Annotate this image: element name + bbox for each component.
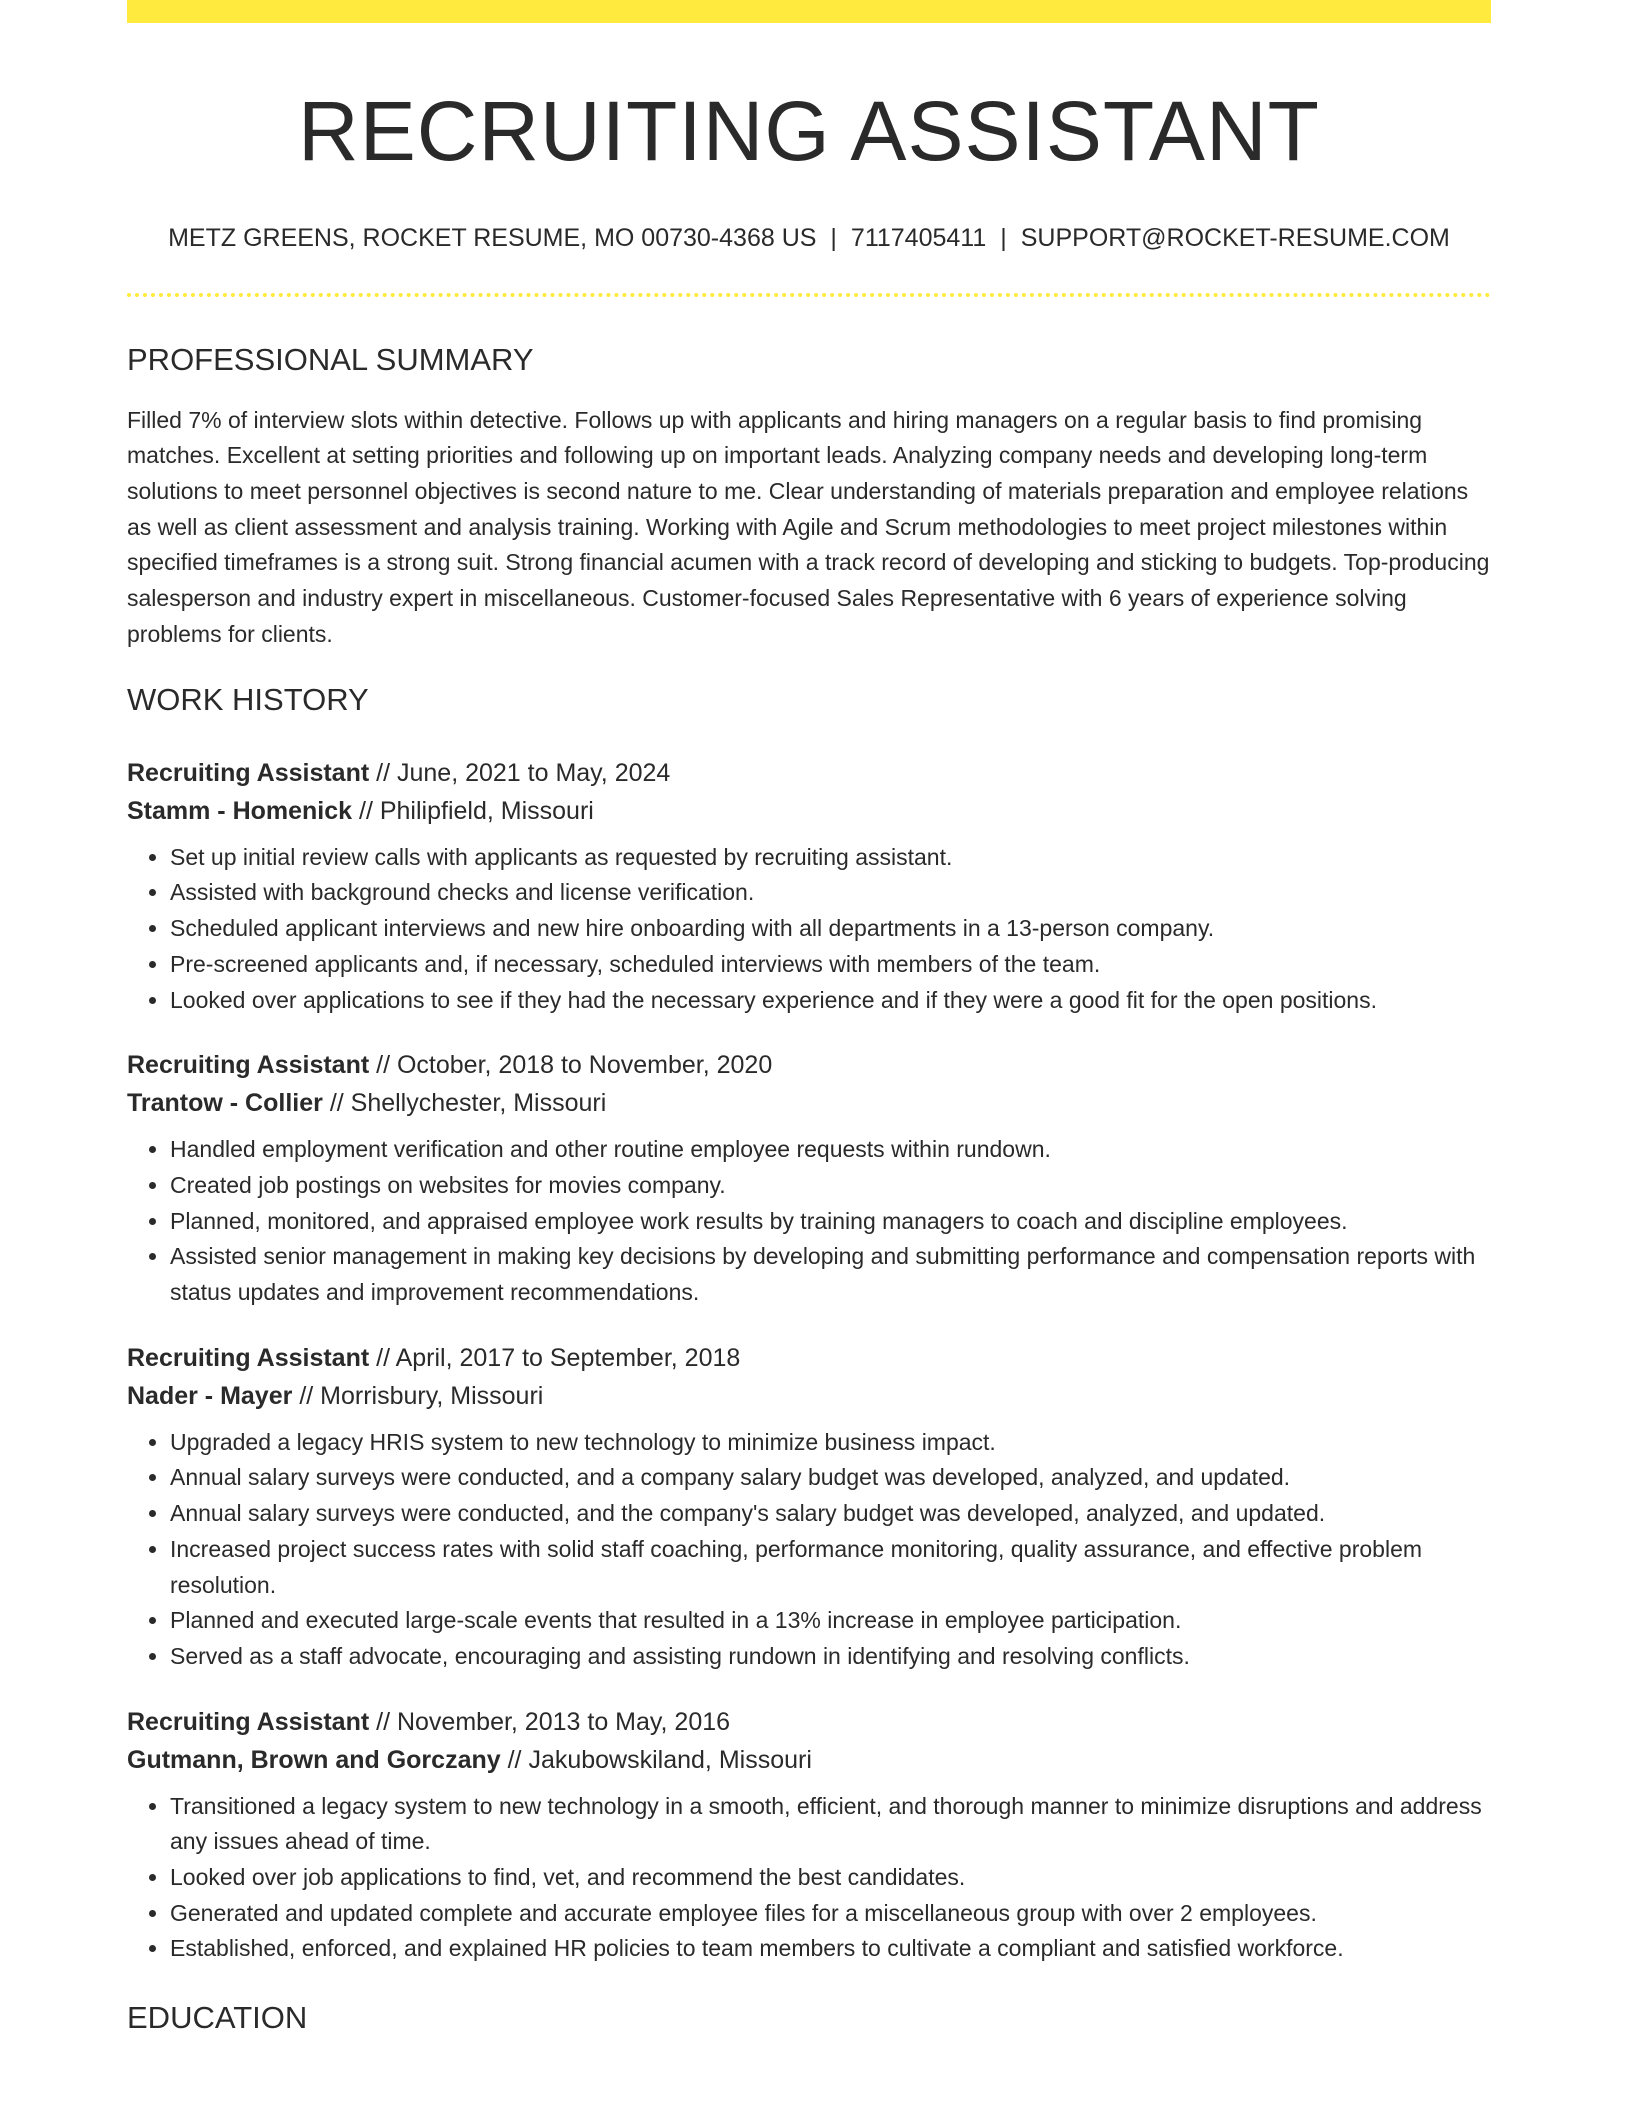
job-location: // Jakubowskiland, Missouri	[507, 1745, 812, 1774]
job-bullets	[127, 1425, 1491, 1675]
job-company-line	[127, 1084, 1491, 1122]
job-title-line	[127, 754, 1491, 792]
contact-email[interactable]: SUPPORT@ROCKET-RESUME.COM	[1020, 224, 1450, 253]
job-dates: // April, 2017 to September, 2018	[376, 1343, 741, 1372]
work-history-heading: WORK HISTORY	[127, 681, 369, 717]
job-bullet: • Increased project success rates with solid staff coaching, performance monitoring, quality assurance, and effective problem resolution.	[170, 1532, 1491, 1603]
job-bullet: • Assisted with background checks and license verification.	[170, 875, 1491, 911]
job-bullet: • Handled employment verification and other routine employee requests within rundown.	[170, 1132, 1491, 1168]
job-location: // Philipfield, Missouri	[359, 796, 594, 825]
job-entry	[127, 1046, 1491, 1311]
contact-line	[127, 223, 1491, 253]
job-bullet: • Served as a staff advocate, encouraging and assisting rundown in identifying and resolving conflicts.	[170, 1639, 1491, 1675]
resume-page	[127, 0, 1491, 2036]
job-bullet: • Planned, monitored, and appraised employee work results by training managers to coach and discipline employees.	[170, 1204, 1491, 1240]
job-entry	[127, 754, 1491, 1019]
job-title-line	[127, 1339, 1491, 1377]
job-bullet: • Generated and updated complete and accurate employee files for a miscellaneous group with over 2 employees.	[170, 1896, 1491, 1932]
job-bullet: • Set up initial review calls with applicants as requested by recruiting assistant.	[170, 840, 1491, 876]
job-bullet: • Upgraded a legacy HRIS system to new technology to minimize business impact.	[170, 1425, 1491, 1461]
contact-phone[interactable]: 7117405411	[850, 224, 987, 253]
job-bullet: • Looked over applications to see if they had the necessary experience and if they were a good fit for the open positions.	[170, 983, 1491, 1019]
job-bullet: • Looked over job applications to find, vet, and recommend the best candidates.	[170, 1860, 1491, 1896]
work-history-list	[127, 754, 1491, 1967]
job-company-line	[127, 1377, 1491, 1415]
job-company: Gutmann, Brown and Gorczany	[127, 1745, 501, 1774]
job-bullet: • Created job postings on websites for movies company.	[170, 1168, 1491, 1204]
job-dates: // October, 2018 to November, 2020	[376, 1051, 773, 1080]
job-bullet: • Pre-screened applicants and, if necessary, scheduled interviews with members of the team.	[170, 947, 1491, 983]
job-role: Recruiting Assistant	[127, 1343, 370, 1372]
job-entry	[127, 1339, 1491, 1675]
job-bullet: • Assisted senior management in making key decisions by developing and submitting performance and compensation reports with status updates and improvement recommendations.	[170, 1239, 1491, 1310]
job-role: Recruiting Assistant	[127, 1707, 370, 1736]
job-location: // Shellychester, Missouri	[329, 1089, 607, 1118]
job-title-line	[127, 1046, 1491, 1084]
job-company: Stamm - Homenick	[127, 796, 353, 825]
job-bullet: • Planned and executed large-scale events that resulted in a 13% increase in employee participation.	[170, 1603, 1491, 1639]
job-location: // Morrisbury, Missouri	[299, 1381, 544, 1410]
job-company: Trantow - Collier	[127, 1089, 323, 1118]
resume-name: RECRUITING ASSISTANT	[298, 84, 1320, 178]
summary-text: Filled 7% of interview slots within detective. Follows up with applicants and hiring managers on a regular basis to find promising matches. Excellent at setting priorities and following up on important leads. Analyzing company needs and developing long-term solutions to meet personnel objectives is second nature to me. Clear understanding of materials preparation and employee relations as well as client assessment and analysis training. Working with Agile and Scrum methodologies to meet project milestones within specified timeframes is a strong suit. Strong financial acumen with a track record of developing and sticking to budgets. Top-producing salesperson and industry expert in miscellaneous. Customer-focused Sales Representative with 6 years of experience solving problems for clients.	[127, 406, 1490, 647]
education-heading: EDUCATION	[127, 2000, 308, 2036]
job-bullets	[127, 1789, 1491, 1968]
contact-address: METZ GREENS, ROCKET RESUME, MO 00730-4368 US	[168, 224, 817, 253]
summary-heading: PROFESSIONAL SUMMARY	[127, 342, 534, 378]
job-bullet: • Transitioned a legacy system to new technology in a smooth, efficient, and thorough manner to minimize disruptions and address any issues ahead of time.	[170, 1789, 1491, 1860]
job-bullets	[127, 1132, 1491, 1311]
contact-separator: |	[1000, 224, 1007, 253]
job-bullets	[127, 840, 1491, 1019]
job-company-line	[127, 792, 1491, 830]
accent-bar	[127, 0, 1491, 23]
job-bullet: • Established, enforced, and explained HR policies to team members to cultivate a compliant and satisfied workforce.	[170, 1931, 1491, 1967]
job-title-line	[127, 1703, 1491, 1741]
job-bullet: • Annual salary surveys were conducted, and a company salary budget was developed, analyzed, and updated.	[170, 1460, 1491, 1496]
job-entry	[127, 1703, 1491, 1968]
job-dates: // June, 2021 to May, 2024	[376, 758, 671, 787]
job-role: Recruiting Assistant	[127, 758, 370, 787]
job-company-line	[127, 1741, 1491, 1779]
job-company: Nader - Mayer	[127, 1381, 293, 1410]
job-bullet: • Annual salary surveys were conducted, and the company's salary budget was developed, analyzed, and updated.	[170, 1496, 1491, 1532]
job-role: Recruiting Assistant	[127, 1051, 370, 1080]
dotted-divider	[127, 293, 1491, 297]
contact-separator: |	[830, 224, 837, 253]
job-dates: // November, 2013 to May, 2016	[376, 1707, 731, 1736]
job-bullet: • Scheduled applicant interviews and new hire onboarding with all departments in a 13-person company.	[170, 911, 1491, 947]
